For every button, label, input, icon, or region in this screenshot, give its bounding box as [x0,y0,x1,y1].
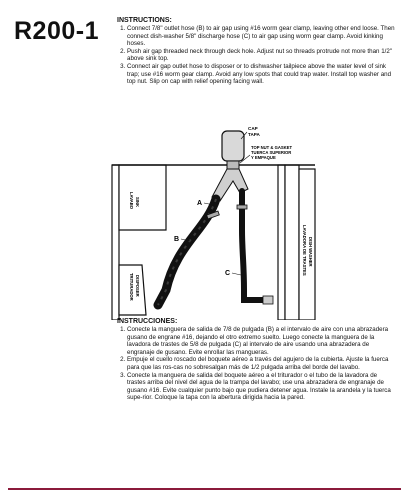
lavabo-label: LAVABO [129,192,134,210]
air-gap-neck [227,161,239,169]
empaque-label: Y EMPAQUE [251,155,276,160]
disposer-label: DISPOSER [135,275,140,297]
dishwasher-label: DISH WASHER [308,237,313,267]
instructions-heading: INSTRUCTIONS: [117,17,172,24]
instructions-spanish [117,318,397,402]
hose-clamp-c [237,205,247,209]
sink-bowl [119,165,166,230]
instruction-step: 2. Push air gap threaded neck through deck hole. Adjust nut so threads protrude not more than 1/2" above sink top. [127,48,397,63]
instrucciones-heading: INSTRUCCIONES: [117,318,178,325]
model-number: R200-1 [14,17,99,45]
cap-label: CAP [248,126,258,131]
installation-diagram [108,125,408,320]
instruction-step: 1. Connect 7/8" outlet hose (B) to air gap using #16 worm gear clamp, leaving other end loose. Then connect dish-washer 5/8" discharge hose (C) to air gap using worm gear clamp. Avoid kinking hoses. [127,25,397,48]
cabinet-left-wall [112,165,119,320]
tapa-label: TAPA [248,132,260,137]
instruction-step: 3. Conecte la manguera de salida del boquete aéreo a el triturador o el tubo de la lavadora de trastes arriba del nivel del agua de la trampa del lavabo; use una abrazadera de engranaje de gusano #16. Evite cualquier punto bajo que pudiera detener agua. Instale la arandela y la tuerca supe-rior. Coloque la tapa con la abertura dirigida hacia la pared. [127,372,397,402]
label-c-leader [232,273,241,275]
air-gap-cap [222,131,244,161]
cabinet-right-wall [278,165,285,320]
triturador-label: TRITURADOR [129,273,134,301]
instruction-step: 1. Conecte la manguera de salida de 7/8 de pulgada (B) a el intervalo de aire con una abrazadera gusano de engrane #16, dejando el otro extremo suelto. Luego conecte la manguera de la lavadora de trastes de 5/8 de pulgada (C) al intervalo de aire usando una abrazadera de engranaje de gusano. Evite enrollar las mangueras. [127,326,397,356]
label-c: C [225,270,231,277]
instruction-step: 2. Empuje el cuello roscado del boquete aéreo a través del agujero de la cubierta. Ajuste la fuerca para que las ros-cas no sobresalgan más de 1/2 pulgada arriba del borde del lavabo. [127,356,397,371]
instructions-english [117,17,397,86]
dishwasher-housing [285,165,299,320]
lavadora-label: LAVADORA DE TRASTES [302,225,307,276]
label-a: A [197,200,203,207]
label-b: B [174,236,180,243]
instruction-step: 3. Connect air gap outlet hose to disposer or to dishwasher tailpiece above the water level of sink trap; use #16 worm gear clamp. Avoid any low spots that could trap water. Install top washer and top nut. Slip on cap with relief opening facing wall. [127,63,397,86]
dishwasher-fitting [263,296,273,304]
sink-label: SINK [135,197,140,208]
top-nut-label: TOP NUT & GASKET [251,145,293,150]
tuerca-label: TUERCA SUPERIOR [251,150,292,155]
bottom-rule [8,488,401,490]
